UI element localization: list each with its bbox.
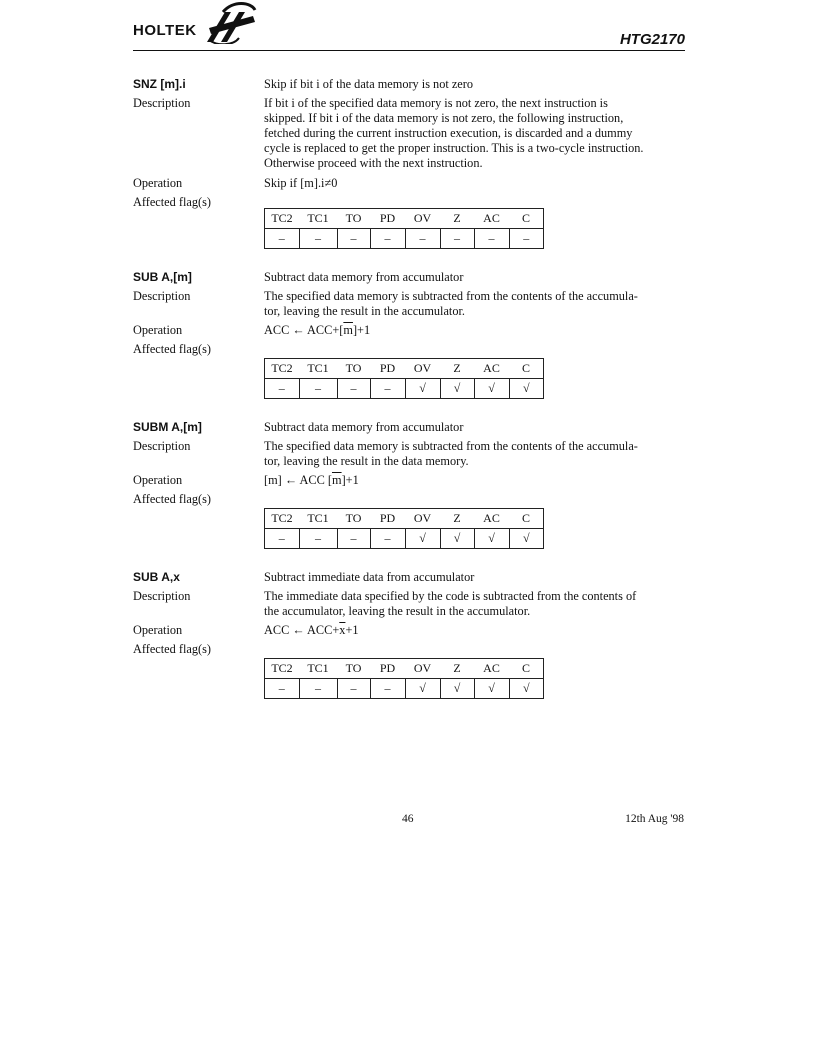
operation-label: Operation [133,323,183,337]
instruction-summary: Subtract data memory from accumulator [264,420,464,434]
description-row [133,439,693,473]
description-line: tor, leaving the result in the data memory. [264,454,469,468]
flag-header: TO [337,359,370,379]
flag-header: AC [474,359,509,379]
affected-flags-label: Affected flag(s) [133,342,211,356]
flag-value: – [299,379,337,399]
description-line: cycle is replaced to get the proper instruction. This is a two-cycle instruction. [264,141,644,155]
flag-header: PD [370,359,405,379]
instruction-summary: Subtract data memory from accumulator [264,270,464,284]
instruction-snz [133,77,693,245]
operation-row [133,323,693,342]
flag-value: – [370,679,405,699]
flag-value: – [299,229,337,249]
description-text [264,96,685,171]
flag-value: – [337,229,370,249]
flag-value: – [337,379,370,399]
description-line: The specified data memory is subtracted from the contents of the accumula- [264,289,638,303]
flag-value: – [265,679,300,699]
flag-header: TO [337,509,370,529]
flags-value-row [265,379,544,399]
flag-header: TC1 [299,659,337,679]
instruction-title-row [133,570,693,589]
flag-header: C [509,209,544,229]
document-id: HTG2170 [619,31,685,48]
flag-value: √ [474,679,509,699]
flag-header: AC [474,509,509,529]
flag-value: √ [405,379,440,399]
flag-header: PD [370,509,405,529]
flag-header: TC1 [299,209,337,229]
operation-post: ]+1 [341,473,359,487]
operation-row [133,473,693,492]
flag-value: – [265,379,300,399]
flag-value: – [370,379,405,399]
flag-header: Z [440,509,474,529]
flags-header-row [265,209,544,229]
operation-row [133,623,693,642]
description-label: Description [133,589,191,603]
operation-post: +1 [345,623,359,637]
flag-value: √ [440,679,474,699]
operation-label: Operation [133,473,183,487]
flag-value: √ [405,529,440,549]
flags-table [264,358,544,399]
flag-value: – [265,529,300,549]
flag-header: TC1 [299,359,337,379]
flag-value: – [370,229,405,249]
operation-text [264,176,685,191]
flags-table [264,658,544,699]
instruction-summary: Skip if bit i of the data memory is not zero [264,77,474,91]
instruction-mnemonic: SUBM A,[m] [133,420,202,434]
footer-date: 12th Aug '98 [625,813,684,825]
flag-header: AC [474,659,509,679]
holtek-logo-icon [203,2,259,44]
flags-value-row [265,529,544,549]
operation-row [133,176,693,195]
flag-value: √ [440,529,474,549]
flag-value: √ [405,679,440,699]
flags-header-row [265,659,544,679]
flag-value: – [474,229,509,249]
flag-value: – [299,529,337,549]
flag-value: – [405,229,440,249]
description-row [133,289,693,323]
flag-header: TO [337,209,370,229]
flag-value: – [509,229,544,249]
flags-header-row [265,509,544,529]
flags-table [264,208,544,249]
operation-post: ]+1 [352,323,371,337]
description-line: fetched during the current instruction execution, is discarded and a dummy [264,126,633,140]
operation-pre: [m] ← ACC [ [264,473,332,487]
instruction-title-row [133,270,693,289]
flag-value: – [370,529,405,549]
flag-value: – [337,679,370,699]
instruction-mnemonic: SUB A,[m] [133,270,192,284]
flag-header: TO [337,659,370,679]
flag-header: OV [405,359,440,379]
instruction-summary: Subtract immediate data from accumulator [264,570,475,584]
flag-value: √ [509,379,544,399]
page-number: 46 [402,813,414,825]
operation-pre: ACC ← ACC+[ [264,323,344,337]
operation-pre: ACC ← ACC+ [264,623,340,637]
description-row [133,589,693,623]
flag-value: √ [509,529,544,549]
flag-value: – [299,679,337,699]
flag-header: PD [370,209,405,229]
page-header [133,0,685,51]
operation-label: Operation [133,623,183,637]
operation-text [264,473,685,488]
flag-header: C [509,659,544,679]
flag-header: OV [405,659,440,679]
operation-pre: Skip if [m].i≠0 [264,176,338,190]
flag-header: TC2 [265,209,300,229]
flag-value: – [337,529,370,549]
description-line: Otherwise proceed with the next instruction. [264,156,483,170]
affected-flags-label: Affected flag(s) [133,642,211,656]
description-row [133,96,693,176]
description-line: skipped. If bit i of the data memory is not zero, the following instruction, [264,111,624,125]
description-line: tor, leaving the result in the accumulator. [264,304,465,318]
operation-complement: $\overline{m}$ [343,323,353,337]
description-line: The immediate data specified by the code is subtracted from the contents of [264,589,637,603]
flag-header: PD [370,659,405,679]
flag-value: – [265,229,300,249]
operation-complement: $\overline{m}$ [331,473,342,487]
instruction-sub-a-x [133,570,693,695]
flag-header: TC2 [265,359,300,379]
flags-table [264,508,544,549]
flag-header: TC2 [265,659,300,679]
flag-value: √ [440,379,474,399]
flag-header: C [509,509,544,529]
instruction-title-row [133,420,693,439]
operation-text [264,623,685,638]
flag-header: Z [440,359,474,379]
description-line: the accumulator, leaving the result in the accumulator. [264,604,531,618]
instruction-title-row [133,77,693,96]
flag-header: Z [440,209,474,229]
flag-value: √ [474,379,509,399]
description-text [264,589,685,619]
affected-flags-label: Affected flag(s) [133,492,211,506]
flag-header: TC2 [265,509,300,529]
flags-header-row [265,359,544,379]
instruction-mnemonic: SNZ [m].i [133,77,186,91]
flag-value: – [440,229,474,249]
flag-header: Z [440,659,474,679]
affected-flags-label: Affected flag(s) [133,195,211,209]
operation-text [264,323,685,338]
operation-label: Operation [133,176,183,190]
description-text [264,439,685,469]
flag-header: TC1 [299,509,337,529]
flag-value: √ [509,679,544,699]
flag-header: OV [405,209,440,229]
flags-value-row [265,229,544,249]
instruction-subm-a-m [133,420,693,545]
flags-value-row [265,679,544,699]
flag-value: √ [474,529,509,549]
operation-complement: $\overline{x}$ [339,623,346,637]
description-text [264,289,685,319]
description-label: Description [133,289,191,303]
flag-header: C [509,359,544,379]
instruction-mnemonic: SUB A,x [133,570,180,584]
description-label: Description [133,96,191,110]
flag-header: AC [474,209,509,229]
description-line: If bit i of the specified data memory is not zero, the next instruction is [264,96,608,110]
instruction-sub-a-m [133,270,693,395]
description-line: The specified data memory is subtracted from the contents of the accumula- [264,439,638,453]
flag-header: OV [405,509,440,529]
description-label: Description [133,439,191,453]
brand-logo-text: HOLTEK [133,22,197,39]
